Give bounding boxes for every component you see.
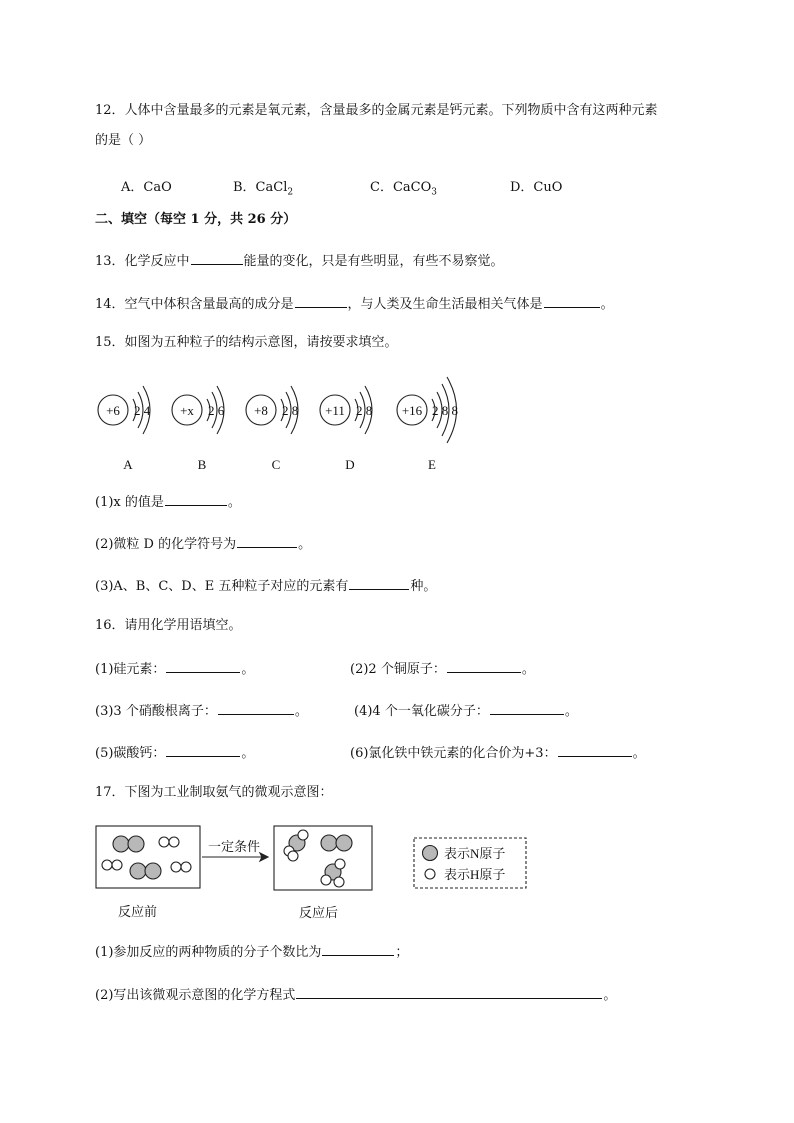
q12-option-a: A．CaO <box>121 180 172 195</box>
particle-b-label: B <box>197 457 207 472</box>
q16-item-2: (2)2 个铜原子： 。 <box>350 658 535 679</box>
q15-stem: 15．如图为五种粒子的结构示意图，请按要求填空。 <box>95 335 398 350</box>
q15-sub2-blank[interactable] <box>237 533 297 548</box>
atomic-structure-diagram <box>90 368 480 478</box>
q12-stem-line2: 的是（ ） <box>95 133 152 148</box>
q12-option-c: C．CaCO$_3$ <box>370 180 437 198</box>
particle-b-nucleus: +x <box>180 403 194 418</box>
q12-option-b: B．CaCl$_2$ <box>233 180 294 198</box>
particle-b-electrons: 2 6 <box>208 403 225 418</box>
q16-stem: 16．请用化学用语填空。 <box>95 618 242 633</box>
particle-a-label: A <box>123 457 133 472</box>
q17-sub1: (1)参加反应的两种物质的分子个数比为 ； <box>95 941 408 962</box>
ammonia-reaction-diagram <box>90 818 540 928</box>
q15-sub1-blank[interactable] <box>165 491 227 506</box>
q16-blank-2[interactable] <box>447 658 521 673</box>
q13: 13．化学反应中 能量的变化，只是有些明显，有些不易察觉。 <box>95 250 504 271</box>
section-title: 二、填空（每空 1 分，共 26 分） <box>95 212 297 227</box>
particle-e-nucleus: +16 <box>401 403 423 418</box>
q12-stem-line1: 12．人体中含量最多的元素是氧元素，含量最多的金属元素是钙元素。下列物质中含有这两种元素 <box>95 103 658 118</box>
before-n2-molecules <box>113 836 161 879</box>
q17-sub1-blank[interactable] <box>322 941 394 956</box>
q16-blank-4[interactable] <box>490 700 564 715</box>
particle-e-electrons: 2 8 8 <box>432 403 458 418</box>
before-label: 反应前 <box>118 904 158 919</box>
particle-d-nucleus: +11 <box>325 403 345 418</box>
legend-n-label: 表示N原子 <box>444 846 506 861</box>
q12-option-d: D．CuO <box>510 180 563 195</box>
q14: 14．空气中体积含量最高的成分是 ，与人类及生命生活最相关气体是 。 <box>95 293 614 314</box>
q14-blank-1[interactable] <box>295 293 347 308</box>
q15-sub2: (2)微粒 D 的化学符号为 。 <box>95 533 311 554</box>
q16-blank-6[interactable] <box>558 742 632 757</box>
q16-blank-3[interactable] <box>218 700 294 715</box>
q14-blank-2[interactable] <box>544 293 600 308</box>
q16-item-3: (3)3 个硝酸根离子： 。 <box>95 700 308 721</box>
particle-c-nucleus: +8 <box>254 403 268 418</box>
q15-sub3-blank[interactable] <box>349 575 409 590</box>
q17-stem: 17．下图为工业制取氨气的微观示意图： <box>95 785 333 800</box>
particle-c-label: C <box>271 457 281 472</box>
q16-blank-1[interactable] <box>166 658 240 673</box>
after-label: 反应后 <box>299 905 339 920</box>
h-atom-legend-icon <box>425 869 435 879</box>
q13-blank[interactable] <box>191 250 243 265</box>
particle-d-label: D <box>345 457 355 472</box>
before-reaction-box <box>96 826 200 888</box>
particle-a-electrons: 2 4 <box>134 403 151 418</box>
particle-d-electrons: 2 8 <box>356 403 373 418</box>
legend-h-label: 表示H原子 <box>444 867 506 882</box>
particle-a-nucleus: +6 <box>106 403 120 418</box>
q15-sub1: (1)x 的值是 。 <box>95 491 241 512</box>
n-atom-legend-icon <box>423 846 438 861</box>
particle-c-electrons: 2 8 <box>282 403 299 418</box>
after-nh3-n-atoms <box>289 835 352 880</box>
q16-item-4: (4)4 个一氧化碳分子： 。 <box>354 700 578 721</box>
arrow-condition-label: 一定条件 <box>208 839 261 854</box>
q17-sub2-blank[interactable] <box>296 984 602 999</box>
particle-e-label: E <box>428 457 436 472</box>
q16-item-1: (1)硅元素： 。 <box>95 658 254 679</box>
q16-blank-5[interactable] <box>166 742 240 757</box>
q15-sub3: (3)A、B、C、D、E 五种粒子对应的元素有 种。 <box>95 575 436 596</box>
q16-item-5: (5)碳酸钙： 。 <box>95 742 254 763</box>
q17-sub2: (2)写出该微观示意图的化学方程式 。 <box>95 984 616 1005</box>
q16-item-6: (6)氯化铁中铁元素的化合价为+3： 。 <box>350 742 646 763</box>
